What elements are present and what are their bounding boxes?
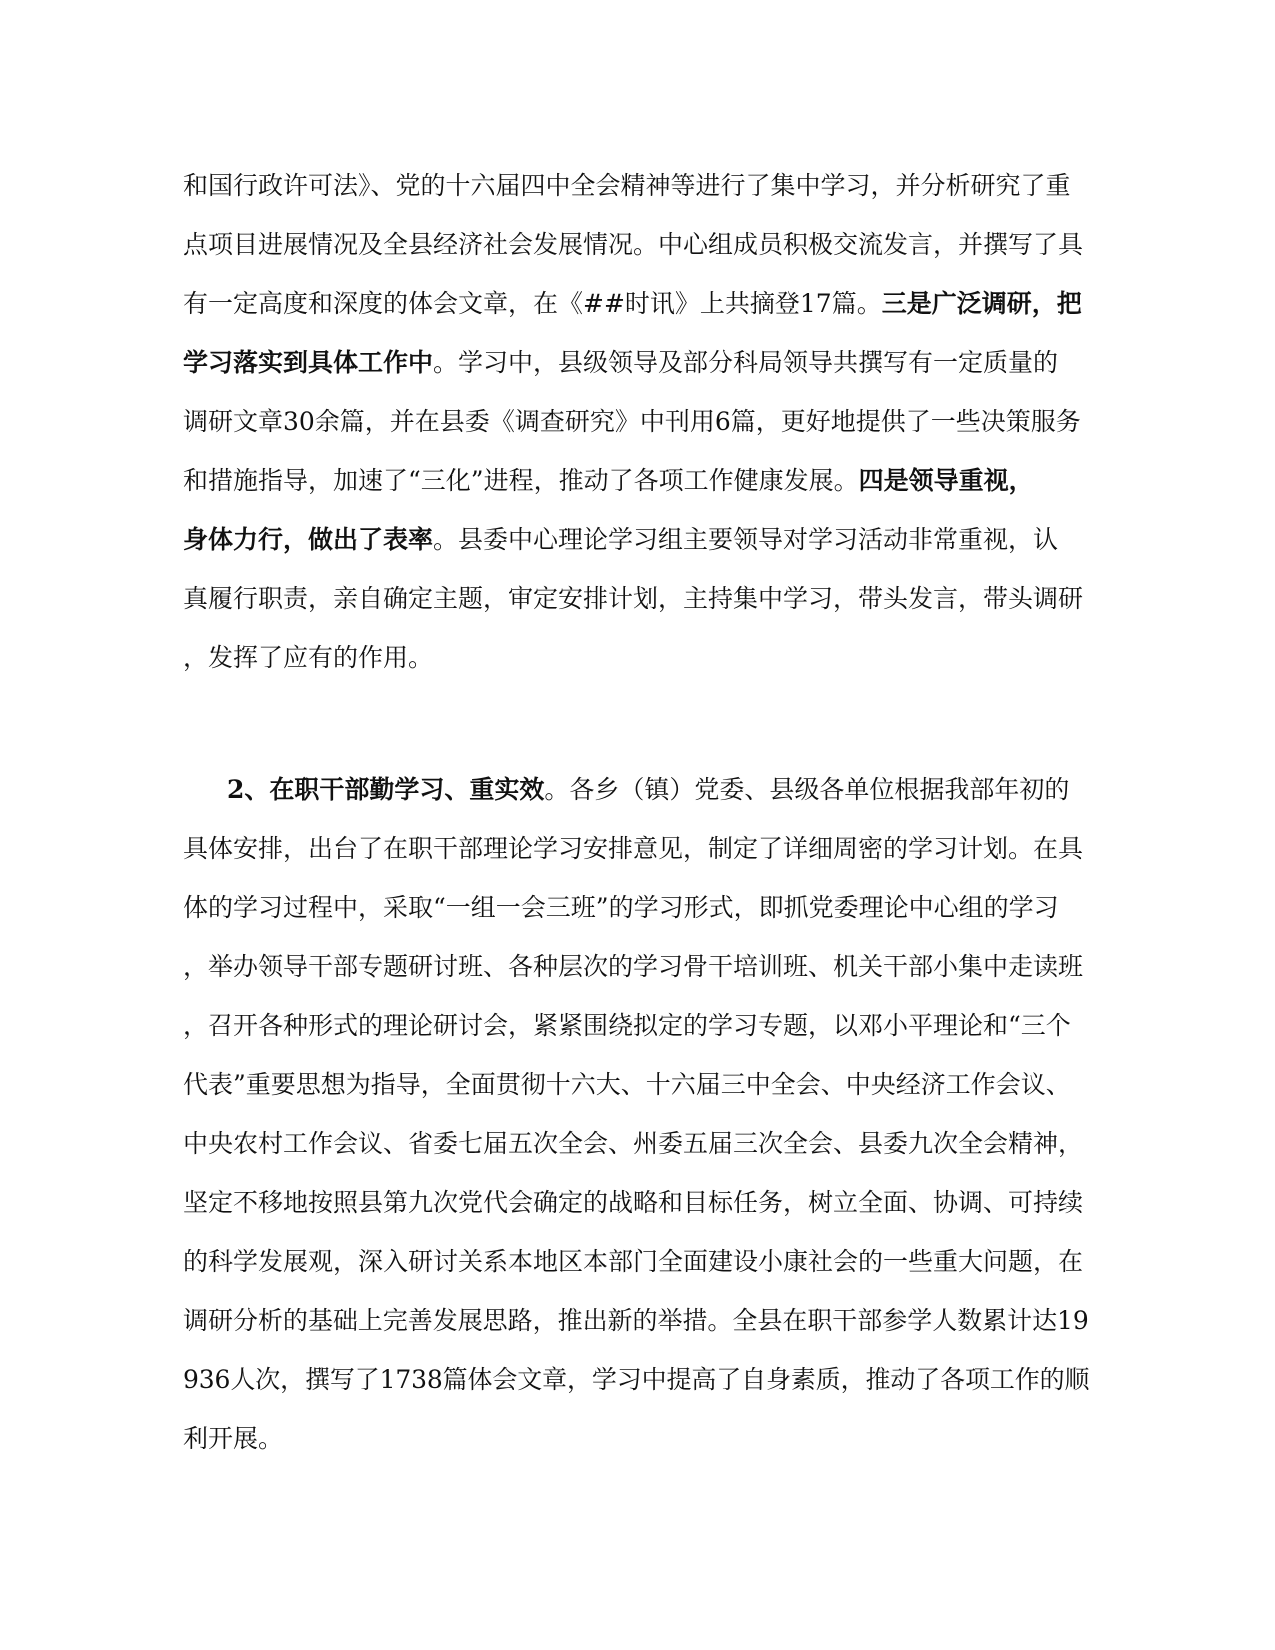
text-line [183,343,1058,383]
text-run: 。学习中，县级领导及部分科局领导共撰写有一定质量的 [433,348,1059,377]
text-line [183,947,1083,987]
text-line [183,1419,283,1459]
text-run: 利开展。 [183,1424,284,1453]
section-heading-line [227,770,1069,810]
text-line [183,1183,1083,1223]
bold-heading-run: 三是广泛调研，把 [881,289,1082,318]
text-run: 点项目进展情况及全县经济社会发展情况。中心组成员积极交流发言，并撰写了具 [183,230,1084,259]
text-run: 具体安排，出台了在职干部理论学习安排意见，制定了详细周密的学习计划。在具 [183,834,1084,863]
bold-heading-run: 学习落实到具体工作中 [183,348,434,377]
text-run: 中央农村工作会议、省委七届五次全会、州委五届三次全会、县委九次全会精神， [183,1129,1084,1158]
bold-heading-run: 四是领导重视， [858,466,1034,495]
text-run: 936人次，撰写了1738篇体会文章，学习中提高了自身素质，推动了各项工作的顺 [183,1365,1090,1394]
text-run: 。各乡（镇）党委、县级各单位根据我部年初的 [544,775,1070,804]
text-line [183,638,433,678]
text-run: 真履行职责，亲自确定主题，审定安排计划，主持集中学习，带头发言，带头调研 [183,584,1084,613]
text-run: 和措施指导，加速了“三化”进程，推动了各项工作健康发展。 [183,466,859,495]
text-run: 体的学习过程中，采取“一组一会三班”的学习形式，即抓党委理论中心组的学习 [183,893,1059,922]
text-line [183,1006,1071,1046]
text-line [183,520,1058,560]
text-line [183,402,1081,442]
text-line [183,1124,1083,1164]
text-line [183,1301,1089,1341]
text-line [183,166,1071,206]
text-run: ，发挥了应有的作用。 [183,643,434,672]
text-run: 调研文章30余篇，并在县委《调查研究》中刊用6篇，更好地提供了一些决策服务 [183,407,1081,436]
text-run: 和国行政许可法》、党的十六届四中全会精神等进行了集中学习，并分析研究了重 [183,171,1071,200]
text-line [183,829,1083,869]
text-run: 有一定高度和深度的体会文章，在《##时讯》上共摘登17篇。 [183,289,882,318]
text-line [183,1242,1083,1282]
text-run: 坚定不移地按照县第九次党代会确定的战略和目标任务，树立全面、协调、可持续 [183,1188,1084,1217]
section-heading: 2、在职干部勤学习、重实效 [227,775,545,804]
text-line [183,225,1083,265]
text-line [183,461,1034,501]
text-line [183,1360,1089,1400]
text-line [183,579,1083,619]
text-run: 。县委中心理论学习组主要领导对学习活动非常重视，认 [433,525,1059,554]
text-line [183,1065,1071,1105]
bold-heading-run: 身体力行，做出了表率 [183,525,434,554]
text-line [183,888,1059,928]
text-run: 代表”重要思想为指导，全面贯彻十六大、十六届三中全会、中央经济工作会议、 [183,1070,1071,1099]
text-line [183,284,1082,324]
text-run: 调研分析的基础上完善发展思路，推出新的举措。全县在职干部参学人数累计达19 [183,1306,1089,1335]
text-run: ，召开各种形式的理论研讨会，紧紧围绕拟定的学习专题，以邓小平理论和“三个 [183,1011,1071,1040]
text-run: ，举办领导干部专题研讨班、各种层次的学习骨干培训班、机关干部小集中走读班 [183,952,1084,981]
text-run: 的科学发展观，深入研讨关系本地区本部门全面建设小康社会的一些重大问题，在 [183,1247,1084,1276]
